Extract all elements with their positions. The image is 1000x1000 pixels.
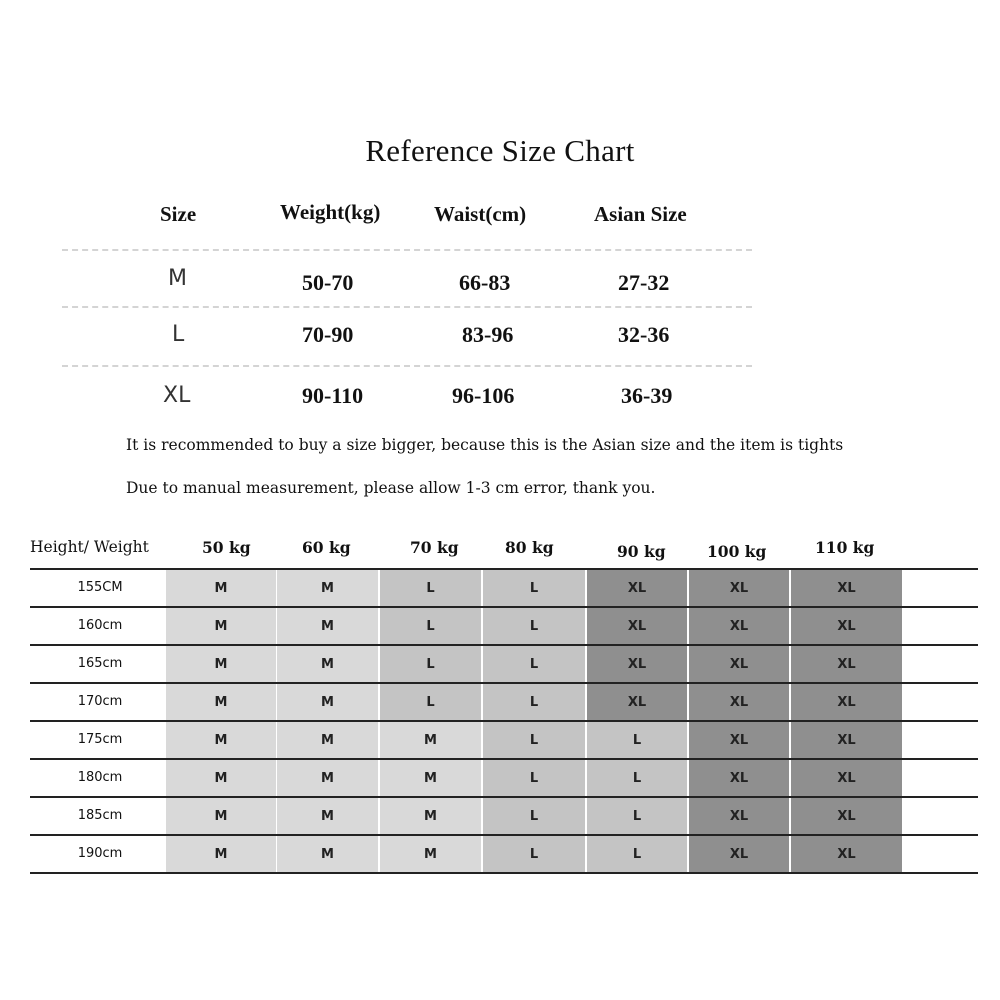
grid-size-cell: L: [587, 836, 687, 872]
grid-size-cell: XL: [689, 760, 789, 796]
ref-asian-value: 36-39: [621, 383, 673, 408]
grid-size-cell: XL: [689, 722, 789, 758]
grid-size-cell: M: [380, 722, 481, 758]
ref-header-weight: Weight(kg): [280, 200, 381, 224]
grid-size-cell: L: [587, 760, 687, 796]
ref-waist-value: 66-83: [459, 270, 511, 295]
grid-size-cell: M: [166, 836, 276, 872]
ref-header-asian-size: Asian Size: [594, 202, 687, 226]
grid-size-cell: L: [380, 646, 481, 682]
grid-weight-header: 70 kg: [410, 538, 459, 557]
note-measurement-error: Due to manual measurement, please allow 1-3 cm error, thank you.: [126, 479, 656, 497]
grid-size-cell: L: [380, 608, 481, 644]
ref-weight-value: 90-110: [302, 383, 364, 408]
grid-size-cell: M: [277, 684, 378, 720]
grid-size-cell: XL: [791, 608, 902, 644]
grid-size-cell: M: [166, 722, 276, 758]
grid-size-cell: M: [380, 760, 481, 796]
grid-size-cell: L: [587, 722, 687, 758]
grid-row-line: [30, 872, 978, 874]
ref-weight-value: 70-90: [302, 322, 354, 347]
grid-size-cell: M: [166, 684, 276, 720]
grid-height-label: 160cm: [77, 618, 123, 633]
ref-waist-value: 96-106: [452, 383, 515, 408]
divider: [62, 365, 752, 367]
grid-size-cell: M: [277, 608, 378, 644]
grid-size-cell: L: [483, 760, 585, 796]
grid-size-cell: L: [483, 646, 585, 682]
grid-size-cell: XL: [791, 760, 902, 796]
grid-size-cell: XL: [587, 570, 687, 606]
grid-size-cell: XL: [689, 570, 789, 606]
grid-size-cell: M: [277, 836, 378, 872]
grid-size-cell: L: [587, 798, 687, 834]
ref-header-waist: Waist(cm): [434, 202, 527, 226]
grid-size-cell: L: [483, 684, 585, 720]
grid-height-label: 165cm: [77, 656, 123, 671]
ref-size-label: XL: [163, 383, 191, 408]
grid-size-cell: XL: [587, 646, 687, 682]
divider: [62, 249, 752, 251]
grid-size-cell: XL: [587, 684, 687, 720]
grid-size-cell: XL: [689, 836, 789, 872]
grid-size-cell: XL: [689, 608, 789, 644]
grid-size-cell: L: [483, 570, 585, 606]
grid-size-cell: M: [166, 646, 276, 682]
page-title: Reference Size Chart: [365, 133, 635, 168]
grid-weight-header: 60 kg: [302, 538, 351, 557]
ref-header-size: Size: [160, 202, 197, 226]
grid-height-label: 185cm: [77, 808, 123, 823]
grid-size-cell: M: [166, 798, 276, 834]
divider: [62, 306, 752, 308]
grid-size-cell: XL: [791, 684, 902, 720]
grid-size-cell: M: [380, 798, 481, 834]
ref-size-label: M: [168, 266, 187, 291]
ref-waist-value: 83-96: [462, 322, 514, 347]
grid-size-cell: M: [277, 570, 378, 606]
grid-size-cell: L: [380, 684, 481, 720]
grid-corner-label: Height/ Weight: [30, 538, 149, 556]
grid-weight-header: 110 kg: [815, 538, 875, 557]
grid-size-cell: XL: [791, 836, 902, 872]
ref-asian-value: 32-36: [618, 322, 670, 347]
grid-size-cell: XL: [689, 798, 789, 834]
grid-height-label: 190cm: [77, 846, 123, 861]
grid-size-cell: L: [483, 722, 585, 758]
grid-height-label: 155CM: [77, 580, 123, 595]
grid-weight-header: 80 kg: [505, 538, 554, 557]
grid-size-cell: XL: [791, 722, 902, 758]
grid-height-label: 170cm: [77, 694, 123, 709]
grid-size-cell: XL: [791, 646, 902, 682]
grid-size-cell: M: [166, 760, 276, 796]
grid-weight-header: 100 kg: [707, 542, 767, 561]
grid-size-cell: L: [483, 798, 585, 834]
grid-weight-header: 90 kg: [617, 542, 666, 561]
grid-size-cell: XL: [689, 684, 789, 720]
grid-size-cell: L: [380, 570, 481, 606]
grid-size-cell: XL: [587, 608, 687, 644]
grid-size-cell: M: [277, 760, 378, 796]
ref-weight-value: 50-70: [302, 270, 354, 295]
grid-size-cell: XL: [689, 646, 789, 682]
note-size-advice: It is recommended to buy a size bigger, because this is the Asian size and the item is tights: [126, 436, 844, 454]
grid-size-cell: XL: [791, 570, 902, 606]
grid-size-cell: L: [483, 608, 585, 644]
grid-size-cell: M: [380, 836, 481, 872]
grid-height-label: 175cm: [77, 732, 123, 747]
ref-size-label: L: [172, 322, 185, 347]
grid-height-label: 180cm: [77, 770, 123, 785]
grid-size-cell: L: [483, 836, 585, 872]
grid-size-cell: M: [277, 646, 378, 682]
grid-size-cell: M: [277, 798, 378, 834]
grid-size-cell: M: [166, 608, 276, 644]
grid-size-cell: M: [166, 570, 276, 606]
grid-size-cell: M: [277, 722, 378, 758]
ref-asian-value: 27-32: [618, 270, 670, 295]
grid-size-cell: XL: [791, 798, 902, 834]
grid-weight-header: 50 kg: [202, 538, 251, 557]
